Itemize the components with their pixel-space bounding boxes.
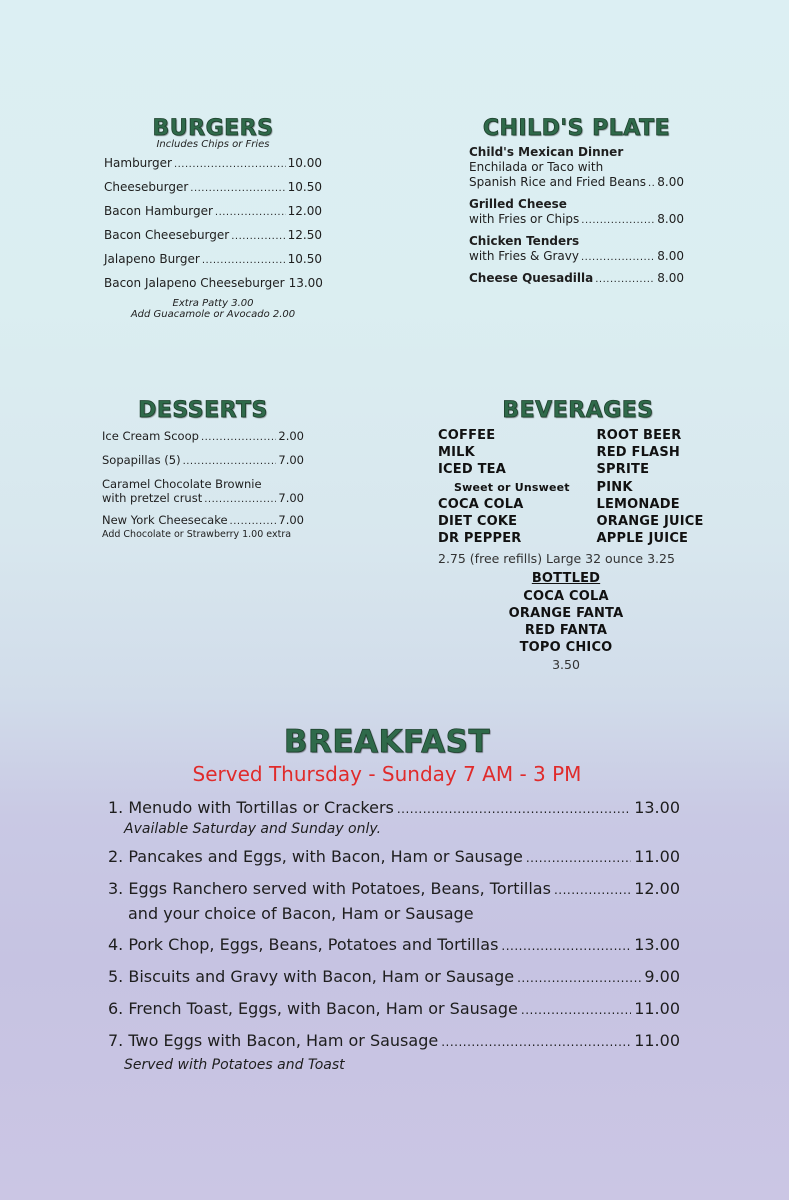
list-item: APPLE JUICE — [596, 531, 689, 547]
list-item: COCA COLA — [523, 588, 609, 604]
list-item: Child's Mexican Dinner Enchilada or Taco with Spanish Rice and Fried Beans ..... 8.00 — [469, 145, 684, 191]
list-item: DIET COKE — [438, 514, 518, 530]
list-item: ROOT BEER — [596, 428, 682, 443]
desserts-section — [102, 398, 304, 540]
bottled-list — [438, 570, 694, 673]
list-item: COCA COLA — [438, 496, 524, 512]
menu-item: Cheeseburger ..... 10.50 — [104, 176, 322, 200]
menu-item: New York Cheesecake ..... 7.00 — [102, 509, 304, 533]
burgers-section — [104, 116, 322, 320]
list-item: DR PEPPER — [438, 531, 522, 547]
beverages-section — [438, 398, 718, 673]
beverages-price: 2.75 (free refills) Large 32 ounce 3.25 — [438, 551, 675, 567]
list-item: Grilled Cheese with Fries or Chips ..... 8.00 — [469, 197, 684, 228]
list-item: 7. Two Eggs with Bacon, Ham or Sausage ..... 11.00 Served with Potatoes and Toast — [108, 1029, 680, 1076]
bottled-price: 3.50 — [552, 657, 580, 673]
breakfast-subtitle: Served Thursday - Sunday 7 AM - 3 PM — [192, 762, 582, 786]
list-item: PINK LEMONADE — [596, 479, 680, 512]
list-item: Chicken Tenders with Fries & Gravy ..... 8.00 — [469, 234, 684, 265]
list-item: 1. Menudo with Tortillas or Crackers ..... 13.00 Available Saturday and Sunday only. — [108, 796, 680, 837]
breakfast-title: BREAKFAST — [283, 724, 491, 760]
list-item: 2. Pancakes and Eggs, with Bacon, Ham or Sausage ..... 11.00 — [108, 845, 680, 870]
burgers-title: BURGERS — [152, 116, 274, 141]
list-item: 6. French Toast, Eggs, with Bacon, Ham or Sausage ..... 11.00 — [108, 997, 680, 1022]
menu-item: Sopapillas (5) ..... 7.00 — [102, 449, 304, 473]
list-item: RED FANTA — [524, 623, 608, 639]
list-item: 3. Eggs Ranchero served with Potatoes, Beans, Tortillas ..... 12.00 and your choice of Bacon, Ham or Sausage — [108, 877, 680, 926]
list-item: Sweet or Unsweet — [454, 480, 570, 494]
list-item: COFFEE — [438, 428, 496, 443]
list-item: TOPO CHICO — [519, 640, 613, 656]
beverages-right-list — [596, 427, 718, 547]
list-item: Cheese Quesadilla ..... 8.00 — [469, 271, 684, 287]
bottled-title: BOTTLED — [531, 571, 601, 587]
menu-item: Bacon Hamburger ..... 12.00 — [104, 200, 322, 224]
menu-item: Hamburger ..... 10.00 — [104, 152, 322, 176]
burgers-list — [104, 152, 322, 296]
burgers-note-patty: Extra Patty 3.00 — [172, 298, 254, 309]
menu-item: Jalapeno Burger ..... 10.50 — [104, 248, 322, 272]
burgers-note-guac: Add Guacamole or Avocado 2.00 — [130, 309, 296, 320]
menu-item: Bacon Cheeseburger ..... 12.50 — [104, 224, 322, 248]
list-item: SPRITE — [596, 462, 650, 478]
desserts-title: DESSERTS — [138, 398, 268, 423]
list-item: 5. Biscuits and Gravy with Bacon, Ham or Sausage ..... 9.00 — [108, 965, 680, 990]
menu-item: Caramel Chocolate Brownie with pretzel crust ..... 7.00 — [102, 477, 304, 507]
list-item: ICED TEA — [438, 462, 506, 478]
childs-plate-section — [469, 116, 684, 287]
childs-plate-title: CHILD'S PLATE — [482, 116, 671, 141]
beverages-columns — [438, 427, 718, 547]
desserts-note: Add Chocolate or Strawberry 1.00 extra — [102, 529, 292, 540]
list-item: 4. Pork Chop, Eggs, Beans, Potatoes and Tortillas ..... 13.00 — [108, 933, 680, 958]
list-item: RED FLASH — [596, 445, 680, 461]
list-item: ORANGE JUICE — [596, 514, 704, 530]
beverages-left-list — [438, 427, 596, 547]
beverages-title: BEVERAGES — [502, 398, 654, 423]
list-item: ORANGE FANTA — [508, 605, 624, 621]
breakfast-section — [108, 724, 680, 1076]
burgers-subtitle: Includes Chips or Fries — [156, 139, 270, 150]
list-item: MILK — [438, 445, 475, 461]
menu-item: Ice Cream Scoop ..... 2.00 — [102, 425, 304, 449]
menu-item: Bacon Jalapeno Cheeseburger 13.00 — [104, 276, 323, 290]
